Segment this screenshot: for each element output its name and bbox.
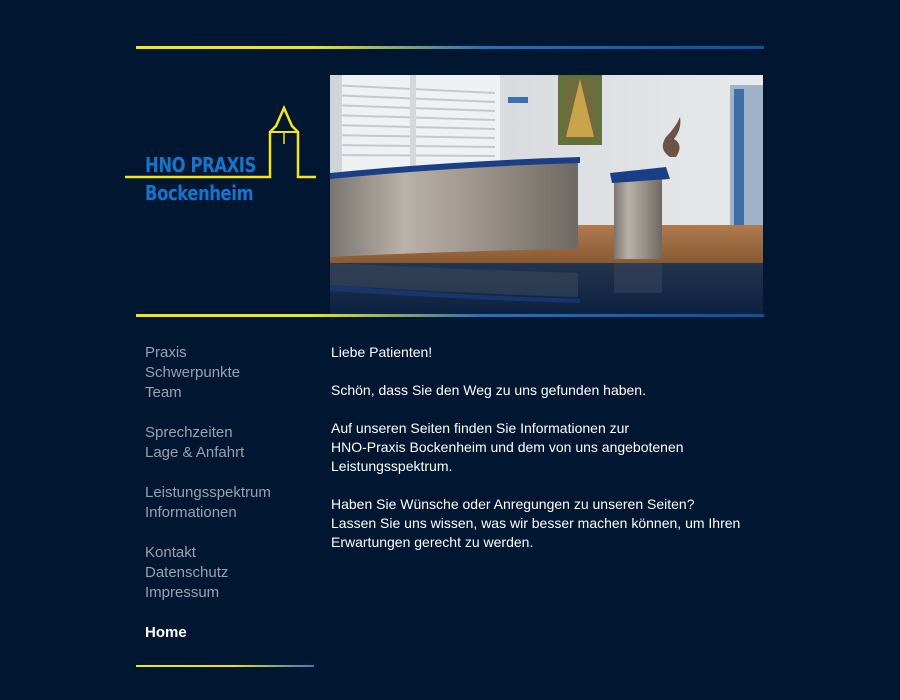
nav-link-impressum[interactable]: Impressum	[145, 584, 220, 601]
photo-reflection	[330, 263, 763, 314]
info-line: Auf unseren Seiten finden Sie Informationen zur	[331, 420, 630, 436]
middle-divider	[136, 314, 764, 317]
info-line: HNO-Praxis Bockenheim und dem von uns angebotenen	[331, 439, 684, 455]
feedback-line: Haben Sie Wünsche oder Anregungen zu unseren Seiten?	[331, 496, 695, 512]
feedback-line: Lassen Sie uns wissen, was wir besser machen können, um Ihren	[331, 515, 741, 531]
main-navigation	[145, 343, 315, 663]
nav-group-sprechzeiten	[145, 423, 315, 463]
nav-group-home	[145, 623, 315, 643]
nav-link-informationen[interactable]: Informationen	[145, 504, 237, 521]
feedback-paragraph	[331, 495, 761, 552]
nav-link-home[interactable]: Home	[145, 624, 187, 641]
site-logo[interactable]	[124, 104, 316, 214]
nav-link-leistungsspektrum[interactable]: Leistungsspektrum	[145, 484, 271, 501]
info-paragraph	[331, 419, 761, 476]
nav-link-praxis[interactable]: Praxis	[145, 344, 187, 361]
greeting-text: Liebe Patienten!	[331, 344, 433, 360]
logo-subtitle: Bockenheim	[145, 181, 254, 205]
nav-group-leistungen	[145, 483, 315, 523]
bottom-divider	[136, 665, 314, 667]
nav-group-kontakt	[145, 543, 315, 603]
nav-link-team[interactable]: Team	[145, 384, 182, 401]
reception-photo	[330, 75, 763, 263]
nav-group-praxis	[145, 343, 315, 403]
nav-link-sprechzeiten[interactable]: Sprechzeiten	[145, 424, 233, 441]
main-content	[331, 343, 761, 571]
nav-link-kontakt[interactable]: Kontakt	[145, 544, 196, 561]
feedback-line: Erwartungen gerecht zu werden.	[331, 534, 534, 550]
logo-title: HNO PRAXIS	[145, 153, 256, 177]
info-line: Leistungsspektrum.	[331, 458, 453, 474]
nav-link-lage-anfahrt[interactable]: Lage & Anfahrt	[145, 444, 245, 461]
nav-link-schwerpunkte[interactable]: Schwerpunkte	[145, 364, 241, 381]
welcome-text: Schön, dass Sie den Weg zu uns gefunden haben.	[331, 382, 646, 398]
nav-link-datenschutz[interactable]: Datenschutz	[145, 564, 229, 581]
top-divider	[136, 46, 764, 49]
